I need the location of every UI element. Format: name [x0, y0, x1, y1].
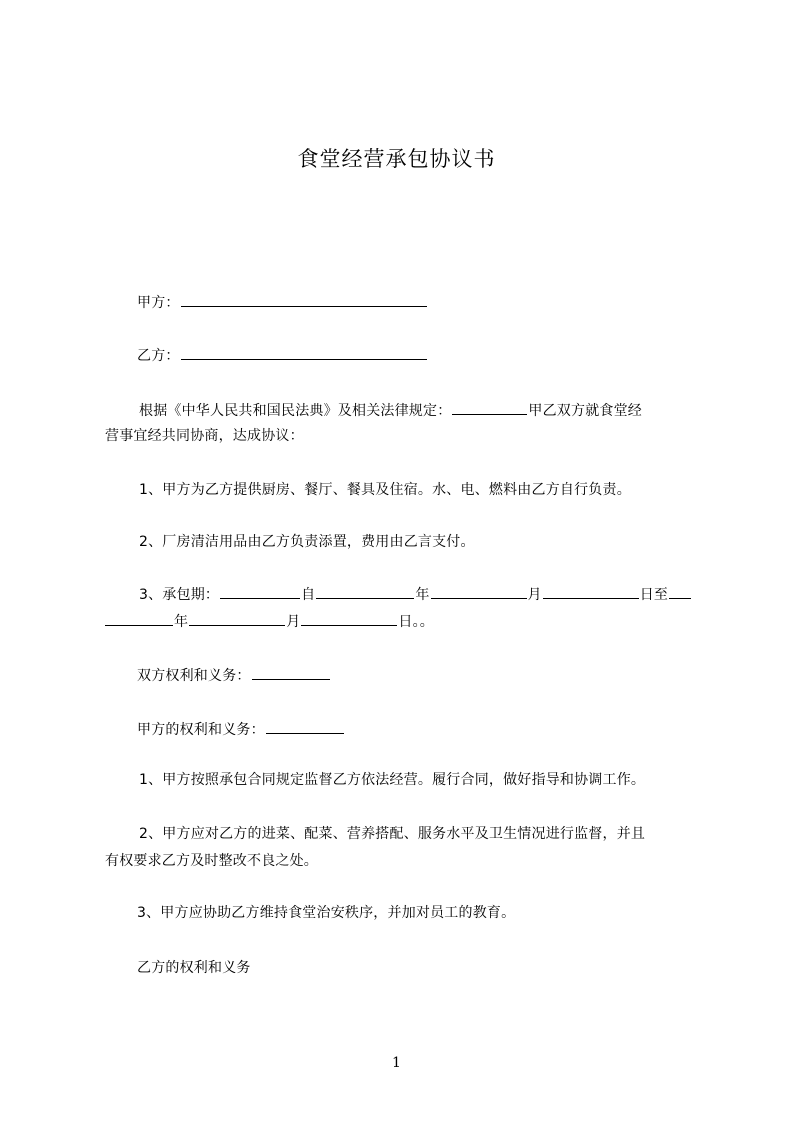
page-number: 1 — [392, 1055, 401, 1071]
preamble-line-1 — [105, 396, 744, 425]
term-blank-5 — [669, 580, 691, 599]
term-blank-3 — [431, 580, 527, 599]
term-label: 3、承包期： — [139, 587, 220, 603]
party-a-item-3: 3、甲方应协助乙方维持食堂治安秩序，并加对员工的教育。 — [137, 905, 516, 921]
party-b-line — [105, 341, 742, 370]
term-year-2: 年 — [174, 614, 189, 630]
party-a-item-2-line-1: 2、甲方应对乙方的进菜、配菜、营养搭配、服务水平及卫生情况进行监督，并且 — [139, 826, 646, 842]
clause-3-line-1 — [105, 580, 744, 609]
party-a-rights-heading: 甲方的权利和义务： — [137, 722, 265, 738]
party-a-item-2-line-2: 有权要求乙方及时整改不良之处。 — [105, 853, 318, 869]
term-month: 月 — [527, 587, 542, 603]
party-b-label: 乙方： — [137, 348, 180, 364]
party-b-blank — [181, 341, 427, 360]
rights-heading-line — [105, 661, 742, 690]
rights-heading: 双方权利和义务： — [137, 668, 251, 684]
rights-heading-blank — [252, 661, 330, 680]
party-a-rights-line — [105, 715, 742, 744]
preamble-text: 根据《中华人民共和国民法典》及相关法律规定： — [139, 403, 452, 419]
term-from: 自 — [301, 587, 316, 603]
term-year: 年 — [415, 587, 430, 603]
term-day-to: 日至 — [639, 587, 669, 603]
preamble-suffix: 甲乙双方就食堂经 — [528, 403, 643, 419]
term-day-end: 日。。 — [398, 614, 435, 630]
document-title: 食堂经营承包协议书 — [297, 147, 496, 171]
party-a-item-1: 1、甲方按照承包合同规定监督乙方依法经营。履行合同，做好指导和协调工作。 — [139, 772, 646, 788]
term-blank-2 — [316, 580, 414, 599]
term-blank-6 — [105, 607, 173, 626]
preamble-blank — [452, 396, 527, 415]
party-a-blank — [181, 288, 427, 307]
party-a-line — [105, 288, 742, 317]
party-a-label: 甲方： — [137, 295, 180, 311]
term-blank-4 — [543, 580, 639, 599]
clause-3-line-2 — [105, 607, 710, 636]
preamble-line-2: 营事宜经共同协商，达成协议： — [105, 428, 304, 444]
clause-2: 2、厂房清洁用品由乙方负责添置，费用由乙言支付。 — [139, 534, 475, 550]
term-blank-8 — [301, 607, 397, 626]
term-month-2: 月 — [286, 614, 301, 630]
party-a-rights-blank — [266, 715, 344, 734]
term-blank-1 — [220, 580, 300, 599]
term-blank-7 — [189, 607, 285, 626]
clause-1: 1、甲方为乙方提供厨房、餐厅、餐具及住宿。水、电、燃料由乙方自行负责。 — [139, 482, 631, 498]
party-b-rights-heading: 乙方的权利和义务 — [137, 960, 251, 976]
